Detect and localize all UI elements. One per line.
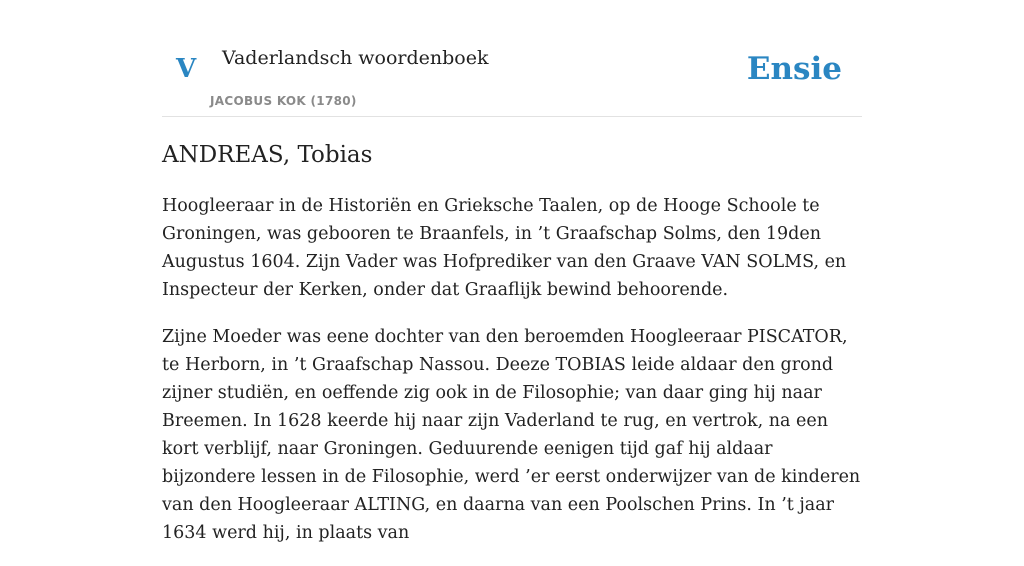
entry-paragraph: Hoogleeraar in de Historiën en Grieksche Taalen, op de Hooge Schoole te Groningen, was gebooren te Braanfels, in ’t Graafschap Solms, den 19den Augustus 1604. Zijn Vader was Hofprediker van den Graave VAN SOLMS, en Inspecteur der Kerken, onder dat Graaflijk bewind behoorende. (162, 196, 847, 300)
book-author: JACOBUS KOK (1780) (210, 94, 357, 108)
ensie-logo-link[interactable]: Ensie (746, 51, 842, 87)
entry-paragraph: Zijne Moeder was eene dochter van den beroemden Hoogleeraar PISCATOR, te Herborn, in ’t Graafschap Nassou. Deeze TOBIAS leide aldaar den grond zijner studiën, en oeffende zig ook in de Filosophie; van daar ging hij naar Breemen. In 1628 keerde hij naar zijn Vaderland te rug, en vertrok, na een kort verblijf, naar Groningen. Geduurende eenigen tijd gaf hij aldaar bijzondere lessen in de Filosophie, werd ’er eerst onderwijzer van de kinderen van den Hoogleeraar ALTING, en daarna van een Poolschen Prins. In ’t jaar 1634 werd hij, in plaats van (162, 327, 861, 543)
volume-letter-badge[interactable]: V (176, 54, 197, 84)
entry-content (162, 192, 862, 566)
book-title-link[interactable]: Vaderlandsch woordenboek (222, 47, 489, 69)
page-header (162, 36, 862, 117)
entry-title: ANDREAS, Tobias (162, 142, 373, 168)
